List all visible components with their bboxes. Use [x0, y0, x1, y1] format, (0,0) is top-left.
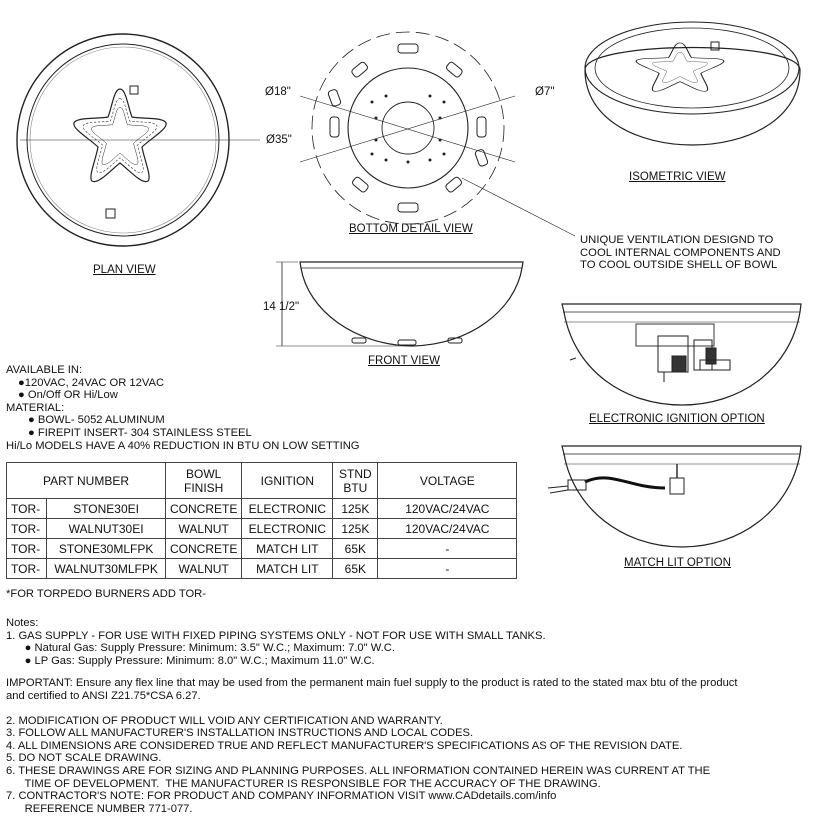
dimension-35: Ø35" [266, 134, 292, 146]
row-prefix: TOR- [7, 559, 47, 579]
bottom-detail-drawing [300, 32, 575, 236]
material-item: ● BOWL- 5052 ALUMINUM [28, 414, 165, 427]
note-line: REFERENCE NUMBER 771-077. [6, 802, 193, 815]
note-line: 6. THESE DRAWINGS ARE FOR SIZING AND PLANNING PURPOSES. ALL INFORMATION CONTAINED HEREIN WAS CURRENT AT THE [6, 764, 711, 777]
available-heading: AVAILABLE IN: [6, 364, 83, 376]
row-ignition: ELECTRONIC [242, 499, 333, 519]
note-line: TIME OF DEVELOPMENT. THE MANUFACTURER IS RESPONSIBLE FOR THE ACCURACY OF THE DRAWING. [6, 777, 601, 790]
specs-block [6, 364, 360, 452]
front-view-label: FRONT VIEW [368, 355, 440, 367]
row-btu: 65K [333, 539, 378, 559]
note-line: ● LP Gas: Supply Pressure: Minimum: 8.0" W.C.; Maximum 11.0" W.C. [6, 654, 375, 667]
match-lit-drawing [548, 446, 801, 547]
note-line: IMPORTANT: Ensure any flex line that may be used from the permanent main fuel supply to the product is rated to the stated max btu of the product [6, 677, 738, 690]
electronic-ignition-drawing [562, 304, 801, 405]
row-finish: CONCRETE [166, 499, 242, 519]
plan-view-drawing [17, 34, 260, 246]
ventilation-line: COOL INTERNAL COMPONENTS AND [580, 246, 781, 259]
header-btu: STND BTU [333, 463, 378, 499]
row-ignition: MATCH LIT [242, 539, 333, 559]
table-footnote: *FOR TORPEDO BURNERS ADD TOR- [6, 588, 206, 600]
row-btu: 125K [333, 519, 378, 539]
plan-view-label: PLAN VIEW [93, 264, 156, 276]
note-line: ● Natural Gas: Supply Pressure: Minimum: 3.5" W.C.; Maximum: 7.0" W.C. [6, 642, 395, 655]
row-voltage: - [378, 559, 517, 579]
table-row [7, 559, 517, 579]
front-view-drawing [276, 262, 523, 346]
header-bowl-finish: BOWL FINISH [166, 463, 242, 499]
row-ignition: ELECTRONIC [242, 519, 333, 539]
parts-table [6, 462, 517, 579]
ventilation-line: TO COOL OUTSIDE SHELL OF BOWL [580, 259, 778, 272]
electronic-ignition-label: ELECTRONIC IGNITION OPTION [589, 413, 765, 425]
table-row [7, 499, 517, 519]
row-prefix: TOR- [7, 499, 47, 519]
row-btu: 65K [333, 559, 378, 579]
note-line: Notes: [6, 617, 39, 629]
material-heading: MATERIAL: [6, 401, 65, 414]
row-voltage: 120VAC/24VAC [378, 519, 517, 539]
row-finish: WALNUT [166, 519, 242, 539]
row-part: STONE30MLFPK [47, 539, 166, 559]
note-line: 3. FOLLOW ALL MANUFACTURER'S INSTALLATION INSTRUCTIONS AND LOCAL CODES. [6, 727, 474, 740]
row-finish: WALNUT [166, 559, 242, 579]
match-lit-label: MATCH LIT OPTION [624, 557, 731, 569]
note-line: 1. GAS SUPPLY - FOR USE WITH FIXED PIPING SYSTEMS ONLY - NOT FOR USE WITH SMALL TANKS. [6, 629, 546, 642]
header-part-number: PART NUMBER [7, 463, 166, 499]
row-finish: CONCRETE [166, 539, 242, 559]
row-ignition: MATCH LIT [242, 559, 333, 579]
row-voltage: 120VAC/24VAC [378, 499, 517, 519]
row-prefix: TOR- [7, 519, 47, 539]
dimension-18: Ø18" [265, 86, 291, 98]
row-part: WALNUT30MLFPK [47, 559, 166, 579]
header-ignition: IGNITION [242, 463, 333, 499]
row-part: WALNUT30EI [47, 519, 166, 539]
notes-block [6, 617, 738, 815]
available-item: ● On/Off OR Hi/Low [18, 389, 118, 402]
note-line: 7. CONTRACTOR'S NOTE: FOR PRODUCT AND COMPANY INFORMATION VISIT www.CADdetails.com/info [6, 790, 557, 803]
ventilation-note [580, 234, 781, 272]
available-item: ●120VAC, 24VAC OR 12VAC [18, 376, 165, 389]
table-header-row [7, 463, 517, 499]
dimension-height: 14 1/2" [263, 301, 300, 313]
note-line: 4. ALL DIMENSIONS ARE CONSIDERED TRUE AND REFLECT MANUFACTURER'S SPECIFICATIONS AS OF THE REVISION DATE. [6, 739, 683, 752]
isometric-view-label: ISOMETRIC VIEW [629, 171, 726, 183]
hilo-note: Hi/Lo MODELS HAVE A 40% REDUCTION IN BTU ON LOW SETTING [6, 439, 360, 452]
table-row [7, 539, 517, 559]
isometric-drawing [585, 22, 800, 145]
header-voltage: VOLTAGE [378, 463, 517, 499]
row-voltage: - [378, 539, 517, 559]
dimension-7: Ø7" [535, 86, 555, 98]
ventilation-line: UNIQUE VENTILATION DESIGND TO [580, 234, 774, 246]
row-part: STONE30EI [47, 499, 166, 519]
note-line: 2. MODIFICATION OF PRODUCT WILL VOID ANY CERTIFICATION AND WARRANTY. [6, 714, 443, 727]
row-prefix: TOR- [7, 539, 47, 559]
note-line: and certified to ANSI Z21.75*CSA 6.27. [6, 689, 201, 702]
table-row [7, 519, 517, 539]
bottom-detail-view-label: BOTTOM DETAIL VIEW [349, 223, 473, 235]
note-line: 5. DO NOT SCALE DRAWING. [6, 752, 162, 765]
material-item: ● FIREPIT INSERT- 304 STAINLESS STEEL [28, 426, 252, 439]
row-btu: 125K [333, 499, 378, 519]
